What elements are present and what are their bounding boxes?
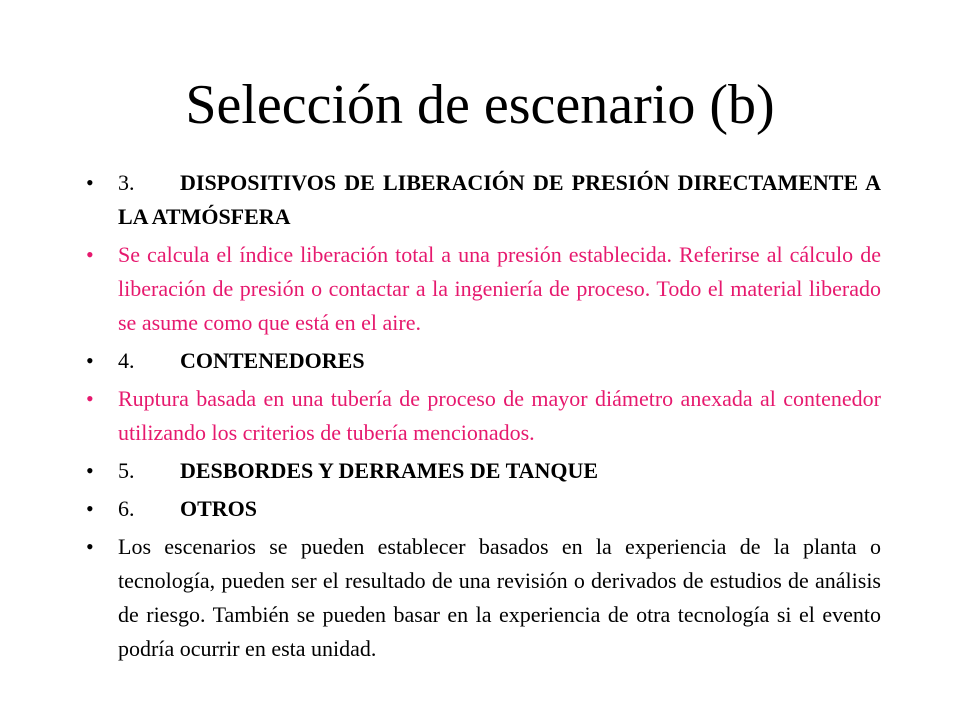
list-item-liberacion-text [86, 238, 881, 340]
list-item-otros [86, 492, 881, 526]
item-number: 3. [118, 170, 135, 195]
item-text: Se calcula el índice liberación total a una presión establecida. Referirse al cálculo de liberación de presión o contactar a la ingeniería de proceso. Todo el material liberado se asume como que está en el aire. [118, 242, 881, 335]
item-text: Los escenarios se pueden establecer basados en la experiencia de la planta o tecnología, pueden ser el resultado de una revisión o derivados de estudios de análisis de riesgo. También se pueden basar en la experiencia de otra tecnología si el evento podría ocurrir en esta unidad. [118, 534, 881, 661]
item-heading: CONTENEDORES [180, 348, 365, 373]
item-text: Ruptura basada en una tubería de proceso de mayor diámetro anexada al contenedor utilizando los criterios de tubería mencionados. [118, 386, 881, 445]
list-item-escenarios-text [86, 530, 881, 666]
bullet-icon: • [86, 170, 94, 195]
bullet-list [86, 166, 881, 670]
bullet-icon: • [86, 496, 94, 521]
list-item-ruptura-text [86, 382, 881, 450]
item-heading: DESBORDES Y DERRAMES DE TANQUE [180, 458, 599, 483]
slide-title: Selección de escenario (b) [185, 74, 775, 136]
bullet-icon: • [86, 534, 94, 559]
item-heading: DISPOSITIVOS DE LIBERACIÓN DE PRESIÓN DIRECTAMENTE A LA ATMÓSFERA [118, 170, 881, 229]
bullet-icon: • [86, 386, 94, 411]
list-item-dispositivos [86, 166, 881, 234]
item-heading: OTROS [180, 496, 258, 521]
item-number: 5. [118, 458, 135, 483]
item-number: 4. [118, 348, 135, 373]
bullet-icon: • [86, 348, 94, 373]
bullet-icon: • [86, 242, 94, 267]
list-item-contenedores [86, 344, 881, 378]
bullet-icon: • [86, 458, 94, 483]
list-item-desbordes [86, 454, 881, 488]
item-number: 6. [118, 496, 135, 521]
